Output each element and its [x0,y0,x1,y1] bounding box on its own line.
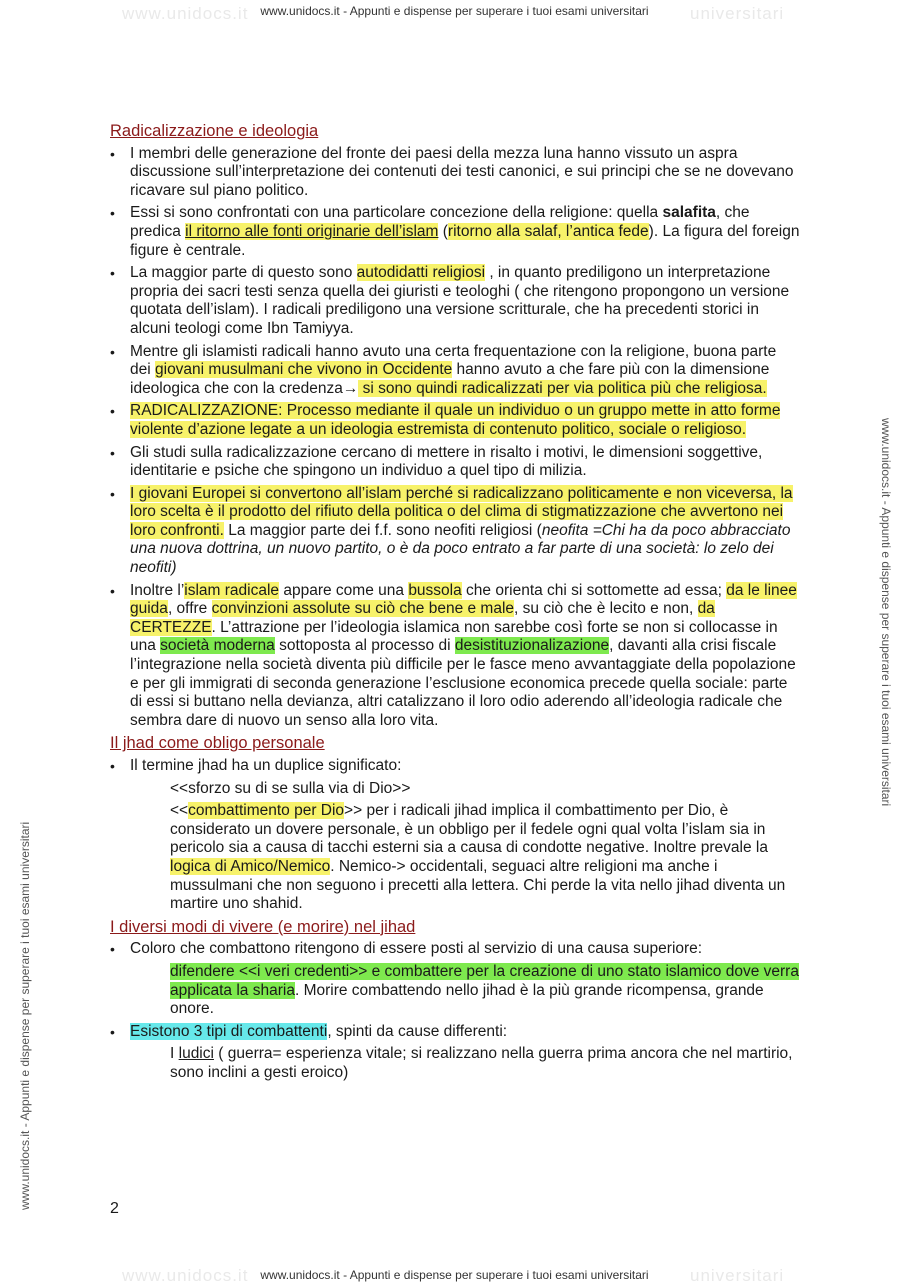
ghost-watermark-bottom-left: www.unidocs.it [122,1266,249,1285]
item-text: . Nemico-> occidentali, seguaci altre religioni ma anche i mussulmani che non seguono i precetti alla lettera. Chi perde la vita nello jihad diventa un martire uno shahid. [170,857,786,913]
highlight-cyan: Esistono 3 tipi di combattenti [130,1022,328,1040]
highlight-green: desistituzionalizazione [454,637,610,655]
list-item [110,402,800,439]
list-item [110,940,800,959]
list-item [110,264,800,338]
list-item [110,343,800,399]
highlight-green: società moderna [160,637,275,655]
item-text: I membri delle generazione del fronte dei paesi della mezza luna hanno vissuto un aspra discussione sull’interpretazione dei contenuti dei testi canonici, e sui principi che se ne dovevano ricavare sul piano politico. [130,144,794,199]
section-list-modi [110,940,800,959]
bold-term: salafita [662,204,716,222]
highlight: I giovani Europei si convertono all’islam perché si radicalizzano politicamente e non viceversa, la loro scelta è il prodotto del rifiuto della politica o del clima di stigmatizzazione che avvertono nei loro confronti. [130,484,793,539]
item-text: appare come una [279,581,409,599]
highlight: convinzioni assolute su ciò che bene e male [211,600,515,618]
highlight: bussola [408,581,462,599]
highlight: autodidatti religiosi [356,264,486,282]
item-text: Gli studi sulla radicalizzazione cercano di mettere in risalto i motivi, le dimensioni soggettive, identitarie e psiche che spingono un individuo a quel tipo di milizia. [130,443,763,480]
highlight: giovani musulmani che vivono in Occidente [155,361,453,379]
sub-paragraph [110,963,800,1019]
item-text: La maggior parte di questo sono [130,264,357,282]
sub-paragraph [110,780,800,799]
item-text: sottoposta al processo di [274,637,455,655]
side-watermark-left: www.unidocs.it - Appunti e dispense per superare i tuoi esami universitari [18,821,32,1210]
ghost-watermark-left: www.unidocs.it [122,4,249,23]
arrow-icon: → [342,379,359,397]
sub-paragraph [110,802,800,914]
section-list-modi-2 [110,1023,800,1042]
header-watermark: www.unidocs.it - Appunti e dispense per superare i tuoi esami universitari [260,4,649,18]
highlight-green: difendere <<i veri credenti>> e combattere per la creazione di uno stato islamico dove verra applicata la sharia [170,962,799,999]
section-heading-modi: I diversi modi di vivere (e morire) nel jihad [110,917,416,936]
item-text: Coloro che combattono ritengono di essere posti al servizio di una causa superiore: [130,940,703,958]
list-item [110,204,800,260]
section-heading-jhad: Il jhad come obligo personale [110,734,325,753]
item-text: , in quanto prediligono un interpretazione propria dei sacri testi senza quella dei giuristi e teologhi ( che ritengono propongono un versione quotata dell’islam). I radicali prediligono una versione scritturale, che ha precedenti storici in alcuni teologi come Ibn Tamiyya. [130,264,790,337]
item-text: , spinti da cause differenti: [327,1022,508,1040]
item-text: I [170,1045,179,1063]
list-item [110,1023,800,1042]
item-text: che orienta chi si sottomette ad essa; [461,581,727,599]
underlined-term: ludici [178,1045,214,1063]
list-item [110,145,800,201]
highlight: si sono quindi radicalizzati per via politica più che religiosa. [358,379,767,397]
item-text: , offre [167,600,212,618]
sub-paragraph [110,1045,800,1082]
italic-definition: neofita =Chi ha da poco abbracciato una nuova dottrina, un nuovo partito, o è da poco entrato a far parte di una società: lo zelo dei neofiti) [130,521,791,577]
highlight: ritorno alla salaf, l’antica fede [447,222,649,240]
side-watermark-right: www.unidocs.it - Appunti e dispense per superare i tuoi esami universitari [879,418,893,807]
item-text: . L’attrazione per l’ideologia islamica non sarebbe così forte se non si collocasse in una [130,618,778,655]
list-item [110,757,800,776]
footer-watermark: www.unidocs.it - Appunti e dispense per superare i tuoi esami universitari [260,1268,649,1282]
item-text: , su ciò che è lecito e non, [514,600,698,618]
highlight: da le linee guida [130,581,797,618]
item-text: Mentre gli islamisti radicali hanno avuto una certa frequentazione con la religione, buona parte dei [130,342,777,379]
list-item [110,582,800,731]
item-text: Essi si sono confrontati con una particolare concezione della religione: quella [130,204,663,222]
section-list-jhad [110,757,800,776]
highlight: il ritorno alle fonti originarie dell’islam [185,222,439,240]
highlight: logica di Amico/Nemico [170,857,331,875]
item-text: hanno avuto a che fare più con la dimensione ideologica che con la credenza [130,361,770,397]
item-text: , davanti alla crisi fiscale l’integrazione nella società diventa più difficile per le fasce meno avvantaggiate della popolazione e per gli immigrati di seconda generazione l’esclusione economica precede quella sociale: parte di essi si buttano nella devianza, altri catalizzano il loro odio aderendo all’ideologia radicale che sembra dare di nuovo un senso alla loro vita. [130,637,796,729]
item-text: <<sforzo su di se sulla via di Dio>> [170,779,411,797]
item-text: ). La figura del foreign figure è centrale. [130,222,800,259]
section-heading-radicalizzazione: Radicalizzazione e ideologia [110,122,319,140]
highlight: combattimento per Dio [188,802,345,820]
highlight: islam radicale [184,581,280,599]
ghost-watermark-right: universitari [690,4,785,23]
document-body [110,122,800,1087]
item-text: , che predica [130,204,750,240]
list-item [110,485,800,578]
item-text: << [170,802,189,820]
item-text: Il termine jhad ha un duplice significato: [130,757,402,774]
section-list-radicalizzazione [110,145,800,731]
item-text: ( guerra= esperienza vitale; si realizzano nella guerra prima ancora che nel martirio, sono inclini a gesti eroico) [170,1045,793,1081]
item-text: ( [438,222,448,240]
page-number: 2 [110,1200,119,1217]
item-text: >> per i radicali jihad implica il combattimento per Dio, è considerato un dovere personale, è un obbligo per il fedele ogni qual volta l’islam sia in pericolo sia a causa di tacchi esterni sia a causa di condotte negative. Inoltre prevale la [170,802,768,857]
item-text: . Morire combattendo nello jihad è la più grande ricompensa, grande onore. [170,981,764,1018]
item-text: La maggior parte dei f.f. sono neofiti religiosi ( [223,521,542,539]
highlight: RADICALIZZAZIONE: Processo mediante il quale un individuo o un gruppo mette in atto forme violente d’azione legate a un ideologia estremista di contenuto politico, sociale o religioso. [130,402,781,438]
list-item [110,444,800,481]
item-text: Inoltre l’ [130,581,185,599]
ghost-watermark-bottom-right: universitari [690,1266,785,1285]
highlight: da CERTEZZE [130,600,715,636]
